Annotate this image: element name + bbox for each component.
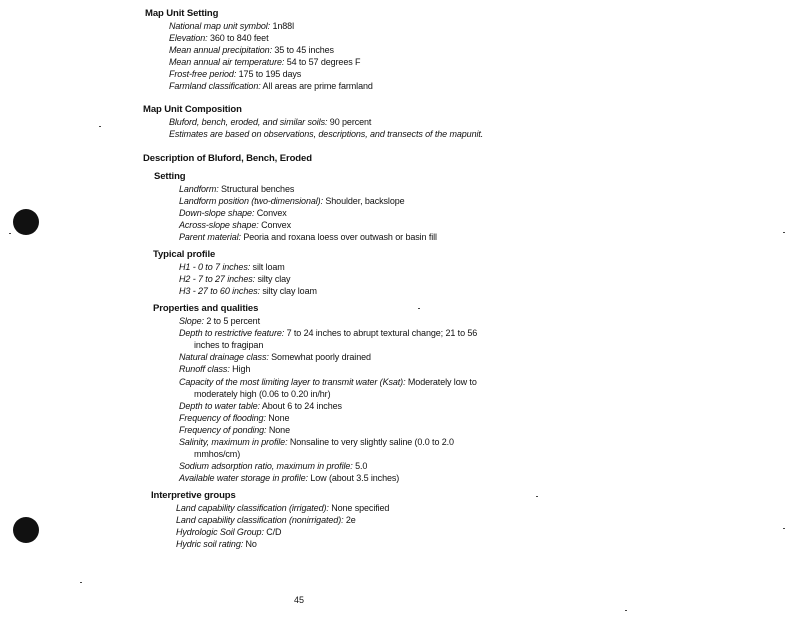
line-value: Low (about 3.5 inches) (310, 473, 400, 483)
setting-item (179, 183, 294, 195)
interpretive-item (176, 526, 281, 538)
setting-item (179, 195, 405, 207)
line-label: Bluford, bench, eroded, and similar soils: (169, 117, 328, 127)
line-label: Hydric soil rating: (176, 539, 244, 549)
line-label: Runoff class: (179, 364, 230, 374)
line-label: H3 - 27 to 60 inches: (179, 286, 260, 296)
setting-heading: Setting (154, 171, 186, 182)
line-label: Down-slope shape: (179, 208, 255, 218)
line-label: National map unit symbol: (169, 21, 271, 31)
line-label: Hydrologic Soil Group: (176, 527, 264, 537)
line-value: 54 to 57 degrees F (286, 57, 361, 67)
line-value: 175 to 195 days (238, 69, 302, 79)
line-value: 1n88l (272, 21, 294, 31)
line-label: Natural drainage class: (179, 352, 269, 362)
line-value: 2e (345, 515, 356, 525)
composition-line (169, 128, 483, 140)
property-item (179, 472, 399, 484)
line-value: Convex (256, 208, 287, 218)
setting-item (179, 219, 291, 231)
property-item (179, 436, 454, 448)
property-item (179, 376, 477, 388)
setting-line (169, 44, 334, 56)
scan-speck (99, 126, 101, 127)
line-value: Moderately low to (407, 377, 477, 387)
scan-speck (783, 528, 785, 529)
line-label: Frequency of ponding: (179, 425, 267, 435)
interpretive-item (176, 538, 257, 550)
line-label: Landform: (179, 184, 219, 194)
line-value: All areas are prime farmland (262, 81, 373, 91)
line-label: Parent material: (179, 232, 241, 242)
line-label: Elevation: (169, 33, 208, 43)
line-value: Shoulder, backslope (325, 196, 405, 206)
scan-speck (9, 233, 11, 234)
scan-speck (625, 610, 627, 611)
map-unit-composition-heading: Map Unit Composition (143, 104, 242, 115)
profile-item (179, 285, 317, 297)
binder-hole (13, 517, 39, 543)
line-value: High (232, 364, 251, 374)
map-unit-setting-heading: Map Unit Setting (145, 8, 219, 19)
scan-speck (536, 496, 538, 497)
page-number: 45 (294, 595, 305, 605)
line-value: silty clay (257, 274, 291, 284)
line-value: 2 to 5 percent (206, 316, 260, 326)
line-label: Estimates are based on observations, descriptions, and transects of the mapunit. (169, 129, 484, 139)
line-value: About 6 to 24 inches (261, 401, 342, 411)
profile-item (179, 273, 290, 285)
interpretive-groups-heading: Interpretive groups (151, 490, 236, 501)
interpretive-item (176, 514, 356, 526)
profile-item (179, 261, 285, 273)
line-label: Farmland classification: (169, 81, 261, 91)
setting-line (169, 20, 294, 32)
line-label: Available water storage in profile: (179, 473, 308, 483)
line-value: None (268, 425, 290, 435)
line-label: Capacity of the most limiting layer to transmit water (Ksat): (179, 377, 406, 387)
line-value: 360 to 840 feet (209, 33, 269, 43)
property-item (179, 363, 250, 375)
property-item (179, 400, 342, 412)
line-label: Depth to restrictive feature: (179, 328, 285, 338)
line-value: C/D (266, 527, 282, 537)
description-heading: Description of Bluford, Bench, Eroded (143, 153, 312, 164)
line-value: 5.0 (355, 461, 368, 471)
line-label: Frequency of flooding: (179, 413, 266, 423)
line-label: Land capability classification (nonirrigated): (176, 515, 344, 525)
setting-line (169, 56, 360, 68)
line-label: Landform position (two-dimensional): (179, 196, 323, 206)
setting-line (169, 32, 269, 44)
property-item (179, 351, 371, 363)
property-item (179, 460, 367, 472)
binder-hole (13, 209, 39, 235)
property-continuation: moderately high (0.06 to 0.20 in/hr) (194, 389, 331, 399)
line-value: 90 percent (329, 117, 372, 127)
line-value: silt loam (252, 262, 285, 272)
scan-speck (783, 232, 785, 233)
interpretive-item (176, 502, 389, 514)
line-value: 35 to 45 inches (274, 45, 334, 55)
property-item (179, 327, 477, 339)
line-value: Somewhat poorly drained (271, 352, 371, 362)
setting-item (179, 231, 437, 243)
scan-speck (418, 308, 420, 309)
line-value: Nonsaline to very slightly saline (0.0 to 2.0 (289, 437, 454, 447)
property-item (179, 412, 289, 424)
setting-line (169, 68, 301, 80)
line-label: Land capability classification (irrigated): (176, 503, 329, 513)
line-value: Peoria and roxana loess over outwash or basin fill (243, 232, 437, 242)
properties-heading: Properties and qualities (153, 303, 259, 314)
line-label: Mean annual air temperature: (169, 57, 285, 67)
property-item (179, 424, 290, 436)
line-label: Mean annual precipitation: (169, 45, 272, 55)
line-value: None specified (331, 503, 390, 513)
line-label: H2 - 7 to 27 inches: (179, 274, 256, 284)
line-value: No (245, 539, 257, 549)
line-value: None (268, 413, 290, 423)
setting-line (169, 80, 373, 92)
property-item (179, 315, 260, 327)
line-label: Across-slope shape: (179, 220, 259, 230)
line-label: H1 - 0 to 7 inches: (179, 262, 251, 272)
line-label: Salinity, maximum in profile: (179, 437, 288, 447)
typical-profile-heading: Typical profile (153, 249, 216, 260)
line-value: 7 to 24 inches to abrupt textural change; 21 to 56 (286, 328, 478, 338)
line-value: silty clay loam (262, 286, 317, 296)
line-value: Convex (261, 220, 291, 230)
line-label: Sodium adsorption ratio, maximum in profile: (179, 461, 353, 471)
scan-speck (80, 582, 82, 583)
line-label: Slope: (179, 316, 204, 326)
property-continuation: mmhos/cm) (194, 449, 241, 459)
property-continuation: inches to fragipan (194, 340, 264, 350)
setting-item (179, 207, 287, 219)
line-label: Depth to water table: (179, 401, 260, 411)
line-label: Frost-free period: (169, 69, 237, 79)
line-value: Structural benches (221, 184, 295, 194)
composition-line (169, 116, 371, 128)
